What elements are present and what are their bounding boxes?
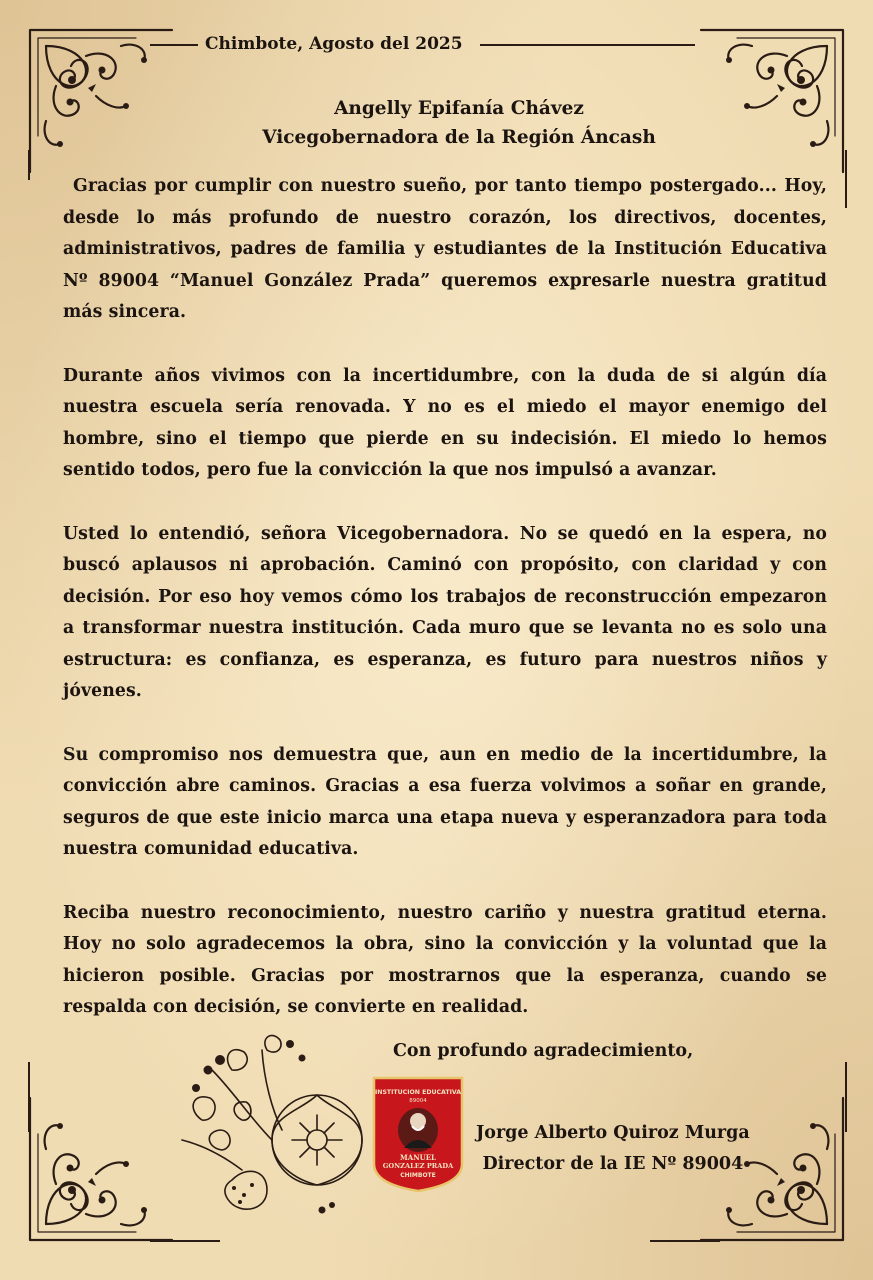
crest-name-line2: GONZALEZ PRADA bbox=[382, 1162, 454, 1170]
paragraph: Durante años vivimos con la incertidumbre, con la duda de si algún día nuestra escuela sería renovada. Y no es el miedo el mayor enemigo del hombre, sino el tiempo que pierde en su indecisión. El miedo lo hemos sentido todos, pero fue la convicción la que nos impulsó a avanzar. bbox=[63, 365, 827, 480]
letter-body bbox=[63, 171, 827, 1056]
recipient-block bbox=[0, 94, 873, 152]
recipient-title: Vicegobernadora de la Región Áncash bbox=[262, 127, 656, 148]
crest-city: CHIMBOTE bbox=[400, 1172, 436, 1179]
crest-top-text: INSTITUCION EDUCATIVA bbox=[374, 1089, 462, 1096]
flower-illustration-icon bbox=[172, 1030, 372, 1220]
paragraph: Usted lo entendió, señora Vicegobernadora. No se quedó en la espera, no buscó aplausos ni aprobación. Caminó con propósito, con claridad y con decisión. Por eso hoy vemos cómo los trabajos de reconstrucción empezaron a transformar nuestra institución. Cada muro que se levanta no es solo una estructura: es confianza, es esperanza, es futuro para nuestros niños y jóvenes. bbox=[63, 523, 827, 701]
paragraph: Reciba nuestro reconocimiento, nuestro cariño y nuestra gratitud eterna. Hoy no solo agradecemos la obra, sino la convicción y la voluntad que la hicieron posible. Gracias por mostrarnos que la esperanza, cuando se respalda con decisión, se convierte en realidad. bbox=[63, 902, 827, 1017]
school-crest-icon bbox=[372, 1076, 464, 1193]
crest-name-line1: MANUEL bbox=[400, 1153, 436, 1162]
crest-number: 89004 bbox=[409, 1098, 427, 1104]
signature-block bbox=[476, 1118, 750, 1180]
signer-title: Director de la IE Nº 89004 bbox=[482, 1154, 744, 1174]
frame-top-line bbox=[480, 44, 695, 46]
paragraph: Gracias por cumplir con nuestro sueño, por tanto tiempo postergado... Hoy, desde lo más profundo de nuestro corazón, los directivos, docentes, administrativos, padres de familia y estudiantes de la Institución Educativa Nº 89004 “Manuel González Prada” queremos expresarle nuestra gratitud más sincera. bbox=[63, 176, 827, 322]
closing-phrase: Con profundo agradecimiento, bbox=[393, 1041, 694, 1061]
corner-ornament-icon bbox=[26, 1094, 176, 1244]
signer-name: Jorge Alberto Quiroz Murga bbox=[476, 1123, 750, 1143]
place-date: Chimbote, Agosto del 2025 bbox=[205, 34, 463, 54]
recipient-name: Angelly Epifanía Chávez bbox=[334, 98, 584, 119]
paragraph: Su compromiso nos demuestra que, aun en medio de la incertidumbre, la convicción abre caminos. Gracias a esa fuerza volvimos a soñar en grande, seguros de que este inicio marca una etapa nueva y esperanzadora para toda nuestra comunidad educativa. bbox=[63, 744, 827, 859]
